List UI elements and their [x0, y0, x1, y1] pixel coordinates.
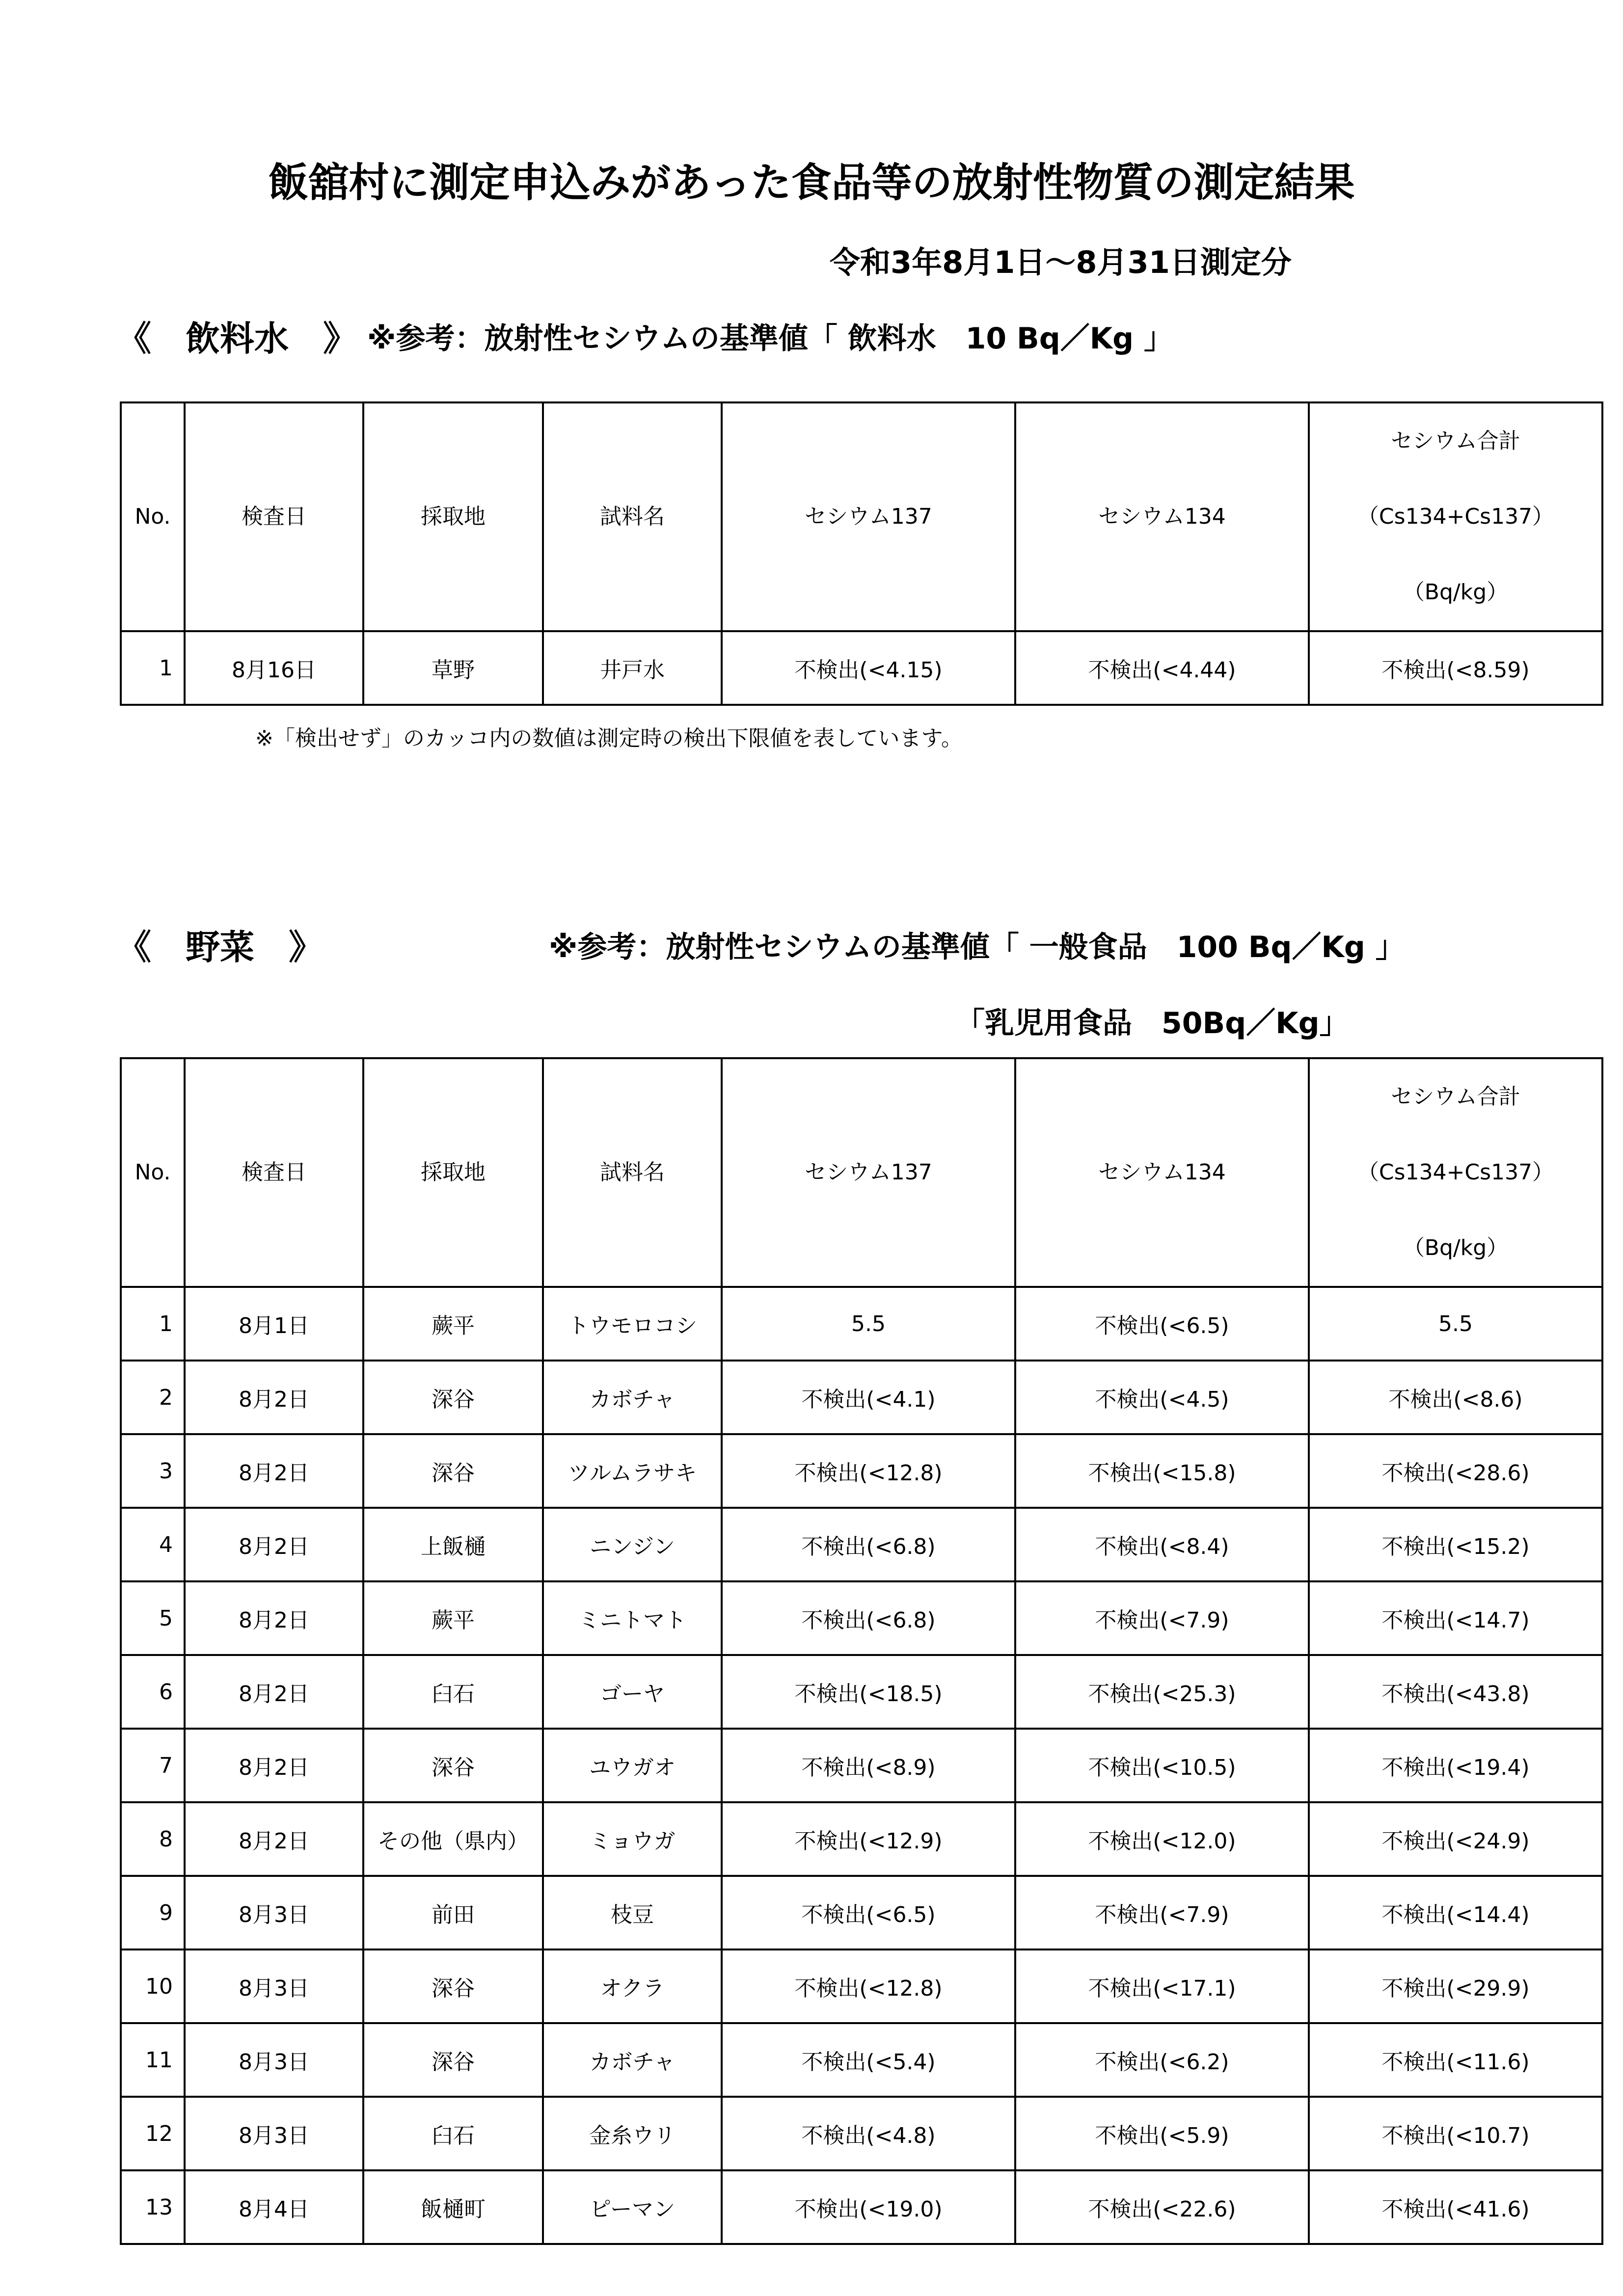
table-row — [121, 1508, 1602, 1581]
col-header-total-line2: （Cs134+Cs137） — [1357, 504, 1554, 529]
cell-total: 不検出(<24.9) — [1309, 1802, 1602, 1876]
cell-date: 8月3日 — [185, 2097, 363, 2170]
detection-limit-note: ※「検出せず」のカッコ内の数値は測定時の検出下限値を表しています。 — [255, 726, 963, 751]
cell-location: 臼石 — [363, 2097, 543, 2170]
table-row — [121, 1655, 1602, 1729]
col-header-cs137: セシウム137 — [722, 402, 1015, 631]
cell-date: 8月2日 — [185, 1581, 363, 1655]
cell-date: 8月2日 — [185, 1508, 363, 1581]
cell-location: 蕨平 — [363, 1581, 543, 1655]
cell-cs137: 不検出(<8.9) — [722, 1729, 1015, 1802]
table-header-row — [121, 1058, 1602, 1287]
cell-no: 3 — [121, 1434, 185, 1508]
water-table-body — [121, 631, 1602, 705]
cell-date: 8月1日 — [185, 1287, 363, 1361]
cell-total: 不検出(<10.7) — [1309, 2097, 1602, 2170]
cell-cs134: 不検出(<17.1) — [1015, 1949, 1309, 2023]
cell-date: 8月2日 — [185, 1361, 363, 1434]
cell-total: 不検出(<14.4) — [1309, 1876, 1602, 1949]
cell-no: 10 — [121, 1949, 185, 2023]
cell-sample: 金糸ウリ — [543, 2097, 722, 2170]
col-header-location: 採取地 — [363, 1058, 543, 1287]
cell-date: 8月16日 — [185, 631, 363, 705]
cell-location: 深谷 — [363, 1729, 543, 1802]
cell-no: 7 — [121, 1729, 185, 1802]
cell-cs134: 不検出(<22.6) — [1015, 2170, 1309, 2244]
cell-sample: トウモロコシ — [543, 1287, 722, 1361]
col-header-date: 検査日 — [185, 1058, 363, 1287]
cell-sample: 井戸水 — [543, 631, 722, 705]
cell-no: 11 — [121, 2023, 185, 2097]
cell-no: 2 — [121, 1361, 185, 1434]
col-header-date: 検査日 — [185, 402, 363, 631]
cell-cs134: 不検出(<8.4) — [1015, 1508, 1309, 1581]
cell-sample: ニンジン — [543, 1508, 722, 1581]
table-row — [121, 1802, 1602, 1876]
table-header-row — [121, 402, 1602, 631]
cell-cs134: 不検出(<4.5) — [1015, 1361, 1309, 1434]
table-row — [121, 1287, 1602, 1361]
cell-no: 6 — [121, 1655, 185, 1729]
vegetable-section-title: 《 野菜 》 — [117, 927, 323, 967]
table-row — [121, 2023, 1602, 2097]
cell-cs134: 不検出(<7.9) — [1015, 1876, 1309, 1949]
cell-date: 8月3日 — [185, 1949, 363, 2023]
col-header-sample: 試料名 — [543, 402, 722, 631]
cell-cs137: 不検出(<4.15) — [722, 631, 1015, 705]
vegetable-results-table — [120, 1057, 1603, 2245]
cell-total: 不検出(<28.6) — [1309, 1434, 1602, 1508]
cell-sample: ゴーヤ — [543, 1655, 722, 1729]
cell-no: 1 — [121, 631, 185, 705]
cell-cs134: 不検出(<4.44) — [1015, 631, 1309, 705]
col-header-location: 採取地 — [363, 402, 543, 631]
cell-total: 5.5 — [1309, 1287, 1602, 1361]
cell-date: 8月2日 — [185, 1729, 363, 1802]
cell-total: 不検出(<8.6) — [1309, 1361, 1602, 1434]
cell-cs137: 不検出(<12.9) — [722, 1802, 1015, 1876]
cell-no: 13 — [121, 2170, 185, 2244]
cell-cs137: 不検出(<12.8) — [722, 1434, 1015, 1508]
cell-cs134: 不検出(<6.2) — [1015, 2023, 1309, 2097]
document-title: 飯舘村に測定申込みがあった食品等の放射性物質の測定結果 — [268, 160, 1355, 206]
col-header-no: No. — [121, 1058, 185, 1287]
table-row — [121, 1876, 1602, 1949]
cell-cs134: 不検出(<7.9) — [1015, 1581, 1309, 1655]
cell-no: 8 — [121, 1802, 185, 1876]
col-header-sample: 試料名 — [543, 1058, 722, 1287]
cell-cs137: 不検出(<12.8) — [722, 1949, 1015, 2023]
cell-sample: カボチャ — [543, 2023, 722, 2097]
cell-location: 上飯樋 — [363, 1508, 543, 1581]
col-header-total-line1: セシウム合計 — [1391, 1084, 1520, 1109]
table-row — [121, 2170, 1602, 2244]
cell-location: 臼石 — [363, 1655, 543, 1729]
cell-no: 5 — [121, 1581, 185, 1655]
cell-no: 9 — [121, 1876, 185, 1949]
cell-cs134: 不検出(<6.5) — [1015, 1287, 1309, 1361]
cell-cs134: 不検出(<12.0) — [1015, 1802, 1309, 1876]
water-section-title: 《 飲料水 》 — [117, 319, 357, 359]
cell-date: 8月2日 — [185, 1802, 363, 1876]
cell-date: 8月4日 — [185, 2170, 363, 2244]
cell-sample: オクラ — [543, 1949, 722, 2023]
cell-cs137: 不検出(<18.5) — [722, 1655, 1015, 1729]
cell-location: 深谷 — [363, 1949, 543, 2023]
vegetable-reference-general: ※参考：放射性セシウムの基準値「 一般食品 100 Bq／Kg 」 — [549, 930, 1405, 964]
measurement-period: 令和3年8月1日～8月31日測定分 — [830, 244, 1292, 280]
cell-no: 12 — [121, 2097, 185, 2170]
table-row — [121, 1434, 1602, 1508]
table-row — [121, 2097, 1602, 2170]
col-header-cs137: セシウム137 — [722, 1058, 1015, 1287]
cell-cs134: 不検出(<15.8) — [1015, 1434, 1309, 1508]
water-results-table — [120, 401, 1603, 706]
cell-cs137: 5.5 — [722, 1287, 1015, 1361]
col-header-total-line3: （Bq/kg） — [1403, 1235, 1509, 1260]
table-row — [121, 1949, 1602, 2023]
cell-date: 8月3日 — [185, 2023, 363, 2097]
cell-total: 不検出(<11.6) — [1309, 2023, 1602, 2097]
cell-cs134: 不検出(<25.3) — [1015, 1655, 1309, 1729]
water-reference-value: ※参考：放射性セシウムの基準値「 飲料水 10 Bq／Kg 」 — [367, 321, 1174, 356]
cell-sample: ピーマン — [543, 2170, 722, 2244]
col-header-total-line2: （Cs134+Cs137） — [1357, 1160, 1554, 1185]
cell-cs137: 不検出(<5.4) — [722, 2023, 1015, 2097]
col-header-total-line3: （Bq/kg） — [1403, 580, 1509, 605]
cell-location: 草野 — [363, 631, 543, 705]
cell-sample: ミニトマト — [543, 1581, 722, 1655]
col-header-cs134: セシウム134 — [1015, 1058, 1309, 1287]
cell-total: 不検出(<14.7) — [1309, 1581, 1602, 1655]
cell-cs137: 不検出(<6.5) — [722, 1876, 1015, 1949]
cell-no: 1 — [121, 1287, 185, 1361]
cell-total: 不検出(<8.59) — [1309, 631, 1602, 705]
cell-date: 8月2日 — [185, 1655, 363, 1729]
cell-total: 不検出(<15.2) — [1309, 1508, 1602, 1581]
vegetable-reference-infant: 「乳児用食品 50Bq／Kg」 — [955, 1006, 1349, 1041]
cell-location: 深谷 — [363, 2023, 543, 2097]
cell-total: 不検出(<41.6) — [1309, 2170, 1602, 2244]
cell-sample: 枝豆 — [543, 1876, 722, 1949]
table-row — [121, 631, 1602, 705]
cell-cs137: 不検出(<4.8) — [722, 2097, 1015, 2170]
cell-location: 深谷 — [363, 1434, 543, 1508]
col-header-cs134: セシウム134 — [1015, 402, 1309, 631]
cell-no: 4 — [121, 1508, 185, 1581]
cell-total: 不検出(<29.9) — [1309, 1949, 1602, 2023]
cell-cs137: 不検出(<6.8) — [722, 1508, 1015, 1581]
vegetable-table-body — [121, 1287, 1602, 2244]
col-header-total-line1: セシウム合計 — [1391, 428, 1520, 454]
cell-cs137: 不検出(<6.8) — [722, 1581, 1015, 1655]
cell-location: 飯樋町 — [363, 2170, 543, 2244]
col-header-total — [1309, 402, 1602, 631]
cell-sample: ミョウガ — [543, 1802, 722, 1876]
table-row — [121, 1729, 1602, 1802]
cell-location: 蕨平 — [363, 1287, 543, 1361]
col-header-total — [1309, 1058, 1602, 1287]
cell-date: 8月3日 — [185, 1876, 363, 1949]
table-row — [121, 1581, 1602, 1655]
cell-sample: ユウガオ — [543, 1729, 722, 1802]
cell-location: その他（県内） — [363, 1802, 543, 1876]
cell-location: 深谷 — [363, 1361, 543, 1434]
cell-cs134: 不検出(<5.9) — [1015, 2097, 1309, 2170]
cell-cs137: 不検出(<4.1) — [722, 1361, 1015, 1434]
cell-location: 前田 — [363, 1876, 543, 1949]
col-header-no: No. — [121, 402, 185, 631]
table-row — [121, 1361, 1602, 1434]
cell-cs137: 不検出(<19.0) — [722, 2170, 1015, 2244]
cell-total: 不検出(<19.4) — [1309, 1729, 1602, 1802]
cell-sample: ツルムラサキ — [543, 1434, 722, 1508]
cell-cs134: 不検出(<10.5) — [1015, 1729, 1309, 1802]
cell-sample: カボチャ — [543, 1361, 722, 1434]
cell-total: 不検出(<43.8) — [1309, 1655, 1602, 1729]
cell-date: 8月2日 — [185, 1434, 363, 1508]
